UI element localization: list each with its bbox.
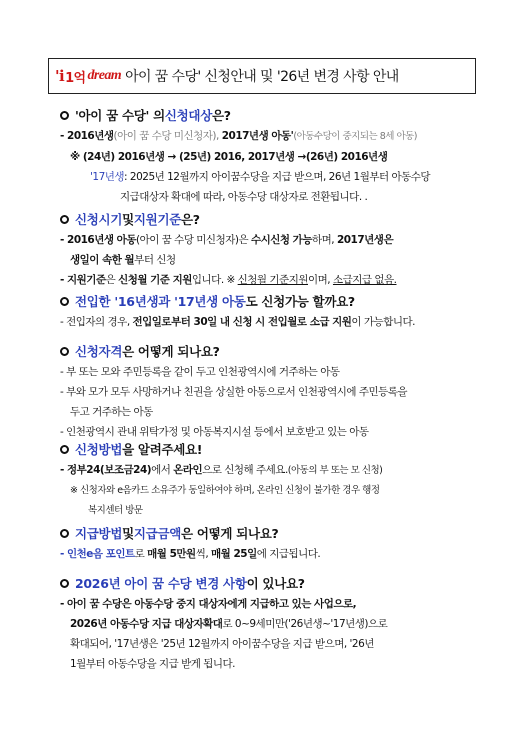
logo-eok: 1억 [65, 70, 86, 86]
section-method [60, 440, 500, 521]
text-line: - 지원기준은 신청월 기준 지원입니다. ※ 신청월 기준지원이며, 소급지급 없음. [60, 274, 397, 286]
text-line: '17년생: 2025년 12월까지 아이꿈수당을 지급 받으며, 26년 1월부터 아동수당 [90, 171, 431, 183]
page-title: 아이 꿈 수당' 신청안내 및 '26년 변경 사항 안내 [125, 69, 399, 85]
text-line: - 아이 꿈 수당은 아동수당 중지 대상자에게 지급하고 있는 사업으로, [60, 598, 357, 610]
section-heading [60, 106, 500, 124]
section-heading: 신청자격 은 어떻게 되나요? [60, 342, 500, 360]
logo-quote: ' [55, 67, 59, 85]
text-line: - 정부24(보조금24)에서 온라인으로 신청해 주세요.(아동의 부 또는 모 신청) [60, 464, 383, 476]
text-line: - 부와 모가 모두 사망하거나 친권을 상실한 아동으로서 인천광역시에 주민등록을 [60, 386, 408, 398]
circle-bullet-icon [60, 347, 69, 356]
text-line: 1월부터 아동수당을 지급 받게 됩니다. [70, 658, 236, 670]
section-heading: 신청시기 및 지원기준 은? [60, 210, 500, 228]
text-line: 2026년 아동수당 지급 대상자확대로 0~9세미만('26년생~'17년생)으로 [70, 618, 388, 630]
logo-i: i [59, 67, 65, 85]
circle-bullet-icon [60, 445, 69, 454]
text-line: 복지센터 방문 [88, 505, 143, 516]
text-line: - 2016년생(아이 꿈 수당 미신청자), 2017년생 아동'(아동수당이 중지되는 8세 아동) [60, 130, 418, 142]
text-line: 지급대상자 확대에 따라, 아동수당 대상자로 전환됩니다. . [120, 191, 368, 203]
section-transfer [60, 292, 500, 332]
title-box [48, 58, 476, 94]
text-line: ※ (24년) 2016년생 → (25년) 2016, 2017년생 →(26년) 2016년생 [70, 151, 388, 163]
section-heading: 신청방법 을 알려주세요! [60, 440, 500, 458]
text-line: - 전입자의 경우, 전입일로부터 30일 내 신청 시 전입월로 소급 지원이 가능합니다. [60, 316, 415, 328]
logo-dream: dream [87, 68, 122, 83]
section-changes [60, 574, 500, 674]
section-period [60, 210, 500, 290]
text-line: 두고 거주하는 아동 [70, 406, 153, 418]
text-line: ※ 신청자와 e음카드 소유주가 동일하여야 하며, 온라인 신청이 불가한 경우 행정 [70, 485, 380, 496]
heading-text: '아이 꿈 수당' 의 [75, 108, 165, 123]
section-eligibility [60, 342, 500, 442]
circle-bullet-icon [60, 297, 69, 306]
text-line: - 2016년생 아동(아이 꿈 수당 미신청자)은 수시신청 가능하며, 2017년생은 [60, 234, 394, 246]
section-heading: 지급방법 및 지급금액 은 어떻게 되나요? [60, 524, 500, 542]
circle-bullet-icon [60, 529, 69, 538]
heading-text: 은? [211, 108, 231, 123]
heading-highlight: 신청대상 [164, 108, 212, 123]
text-line: 확대되어, '17년생은 '25년 12월까지 아이꿈수당을 지급 받으며, '26년 [70, 638, 374, 650]
text-line: - 부 또는 모와 주민등록을 같이 두고 인천광역시에 거주하는 아동 [60, 366, 340, 378]
circle-bullet-icon [60, 111, 69, 120]
section-heading: 전입한 '16년생과 '17년생 아동 도 신청가능 할까요? [60, 292, 500, 310]
section-heading: 2026년 아이 꿈 수당 변경 사항 이 있나요? [60, 574, 500, 592]
text-line: 생일이 속한 월부터 신청 [70, 254, 176, 266]
text-line: - 인천광역시 관내 위탁가정 및 아동복지시설 등에서 보호받고 있는 아동 [60, 426, 369, 438]
circle-bullet-icon [60, 579, 69, 588]
section-target [60, 106, 500, 207]
section-payment [60, 524, 500, 564]
text-line: - 인천e음 포인트로 매월 5만원씩, 매월 25일에 지급됩니다. [60, 548, 321, 560]
circle-bullet-icon [60, 215, 69, 224]
